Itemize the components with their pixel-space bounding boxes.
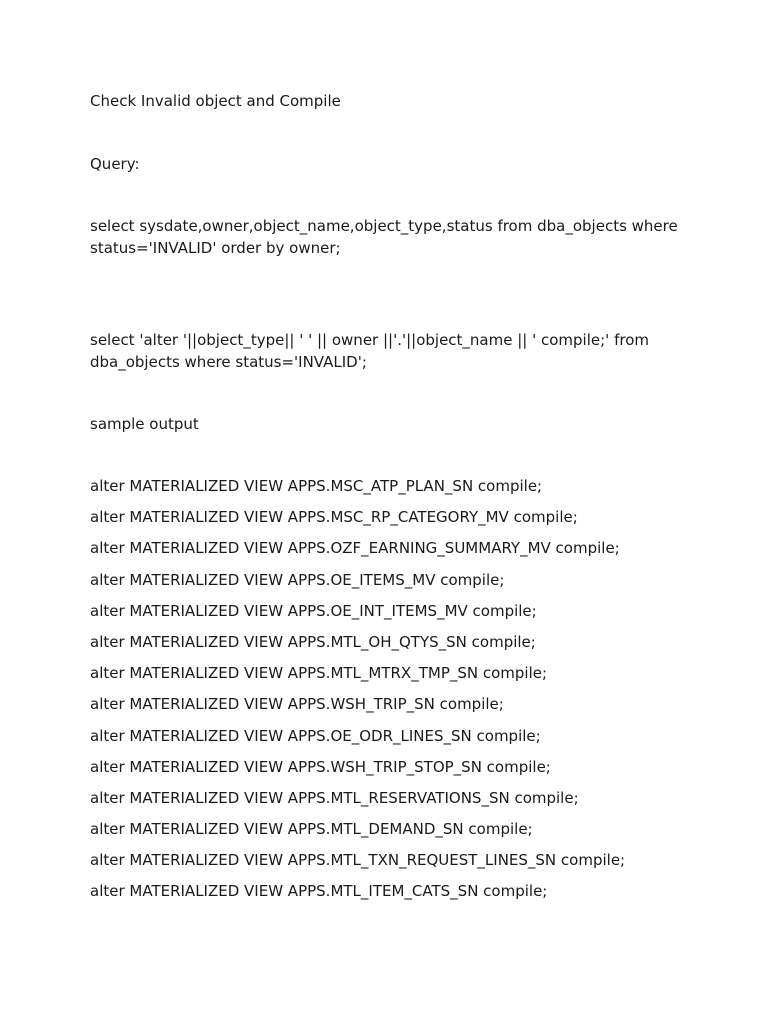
sample-output-line: alter MATERIALIZED VIEW APPS.OE_ODR_LINES_SN compile;: [90, 726, 541, 745]
query-label: Query:: [90, 155, 140, 173]
sample-output-line: alter MATERIALIZED VIEW APPS.MTL_ITEM_CATS_SN compile;: [90, 882, 548, 901]
sample-output-line: alter MATERIALIZED VIEW APPS.OE_ITEMS_MV compile;: [90, 570, 505, 589]
sample-output-line: alter MATERIALIZED VIEW APPS.WSH_TRIP_STOP_SN compile;: [90, 757, 551, 776]
sample-output-line: alter MATERIALIZED VIEW APPS.MTL_DEMAND_SN compile;: [90, 820, 533, 839]
sample-output-line: alter MATERIALIZED VIEW APPS.OE_INT_ITEMS_MV compile;: [90, 601, 537, 620]
sample-output-line: alter MATERIALIZED VIEW APPS.MTL_TXN_REQUEST_LINES_SN compile;: [90, 851, 626, 870]
sample-output-line: alter MATERIALIZED VIEW APPS.MSC_RP_CATEGORY_MV compile;: [90, 508, 578, 527]
sample-output-line: alter MATERIALIZED VIEW APPS.MSC_ATP_PLAN_SN compile;: [90, 477, 543, 495]
sample-output-list: [90, 476, 625, 913]
sample-output-line: alter MATERIALIZED VIEW APPS.MTL_RESERVATIONS_SN compile;: [90, 788, 579, 807]
sample-output-line: alter MATERIALIZED VIEW APPS.MTL_MTRX_TMP_SN compile;: [90, 664, 548, 683]
sample-output-line: alter MATERIALIZED VIEW APPS.MTL_OH_QTYS_SN compile;: [90, 632, 536, 651]
sample-output-label: sample output: [90, 415, 199, 433]
query-text-1: select sysdate,owner,object_name,object_type,status from dba_objects where status='INVALID' order by owner;: [90, 217, 678, 257]
sample-output-line: alter MATERIALIZED VIEW APPS.WSH_TRIP_SN compile;: [90, 695, 504, 714]
document-title: Check Invalid object and Compile: [90, 92, 341, 110]
sample-output-line: alter MATERIALIZED VIEW APPS.OZF_EARNING_SUMMARY_MV compile;: [90, 539, 620, 558]
query-text-2: select 'alter '||object_type|| ' ' || owner ||'.'||object_name || ' compile;' from dba_objects where status='INVALID';: [90, 331, 649, 371]
